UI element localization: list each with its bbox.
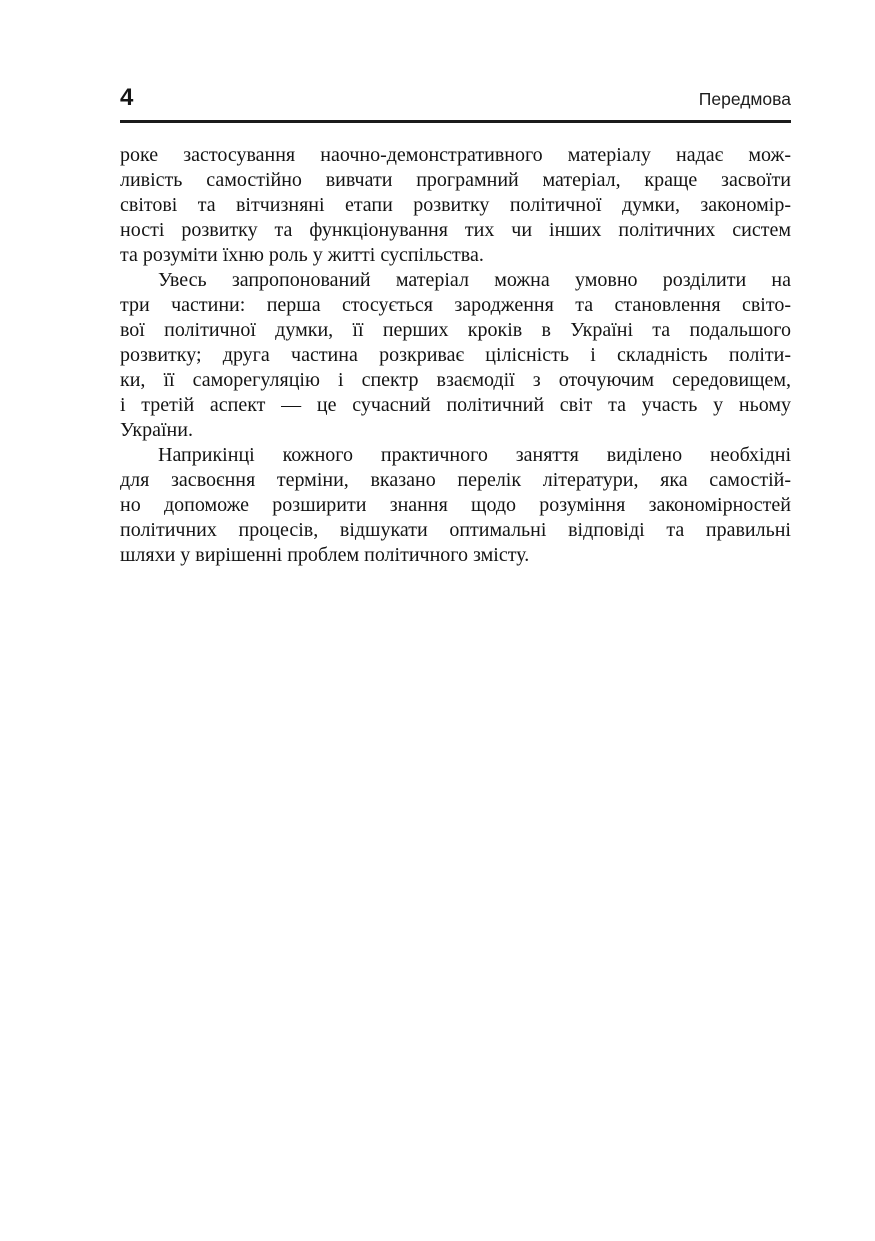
text-line-p3-l2: для засвоєння терміни, вказано перелік літератури, яка самостій- <box>120 469 791 491</box>
running-header <box>120 82 791 114</box>
text-line-p1-l5: та розуміти їхню роль у житті суспільства. <box>120 244 484 266</box>
text-line-p1-l2: ливість самостійно вивчати програмний матеріал, краще засвоїти <box>120 169 791 191</box>
text-line-p3-l3: но допоможе розширити знання щодо розуміння закономірностей <box>120 494 791 516</box>
text-line-p2-l5: ки, її саморегуляцію і спектр взаємодії з оточуючим середовищем, <box>120 369 791 391</box>
running-title: Передмова <box>698 89 791 109</box>
text-line-p2-l2: три частини: перша стосується зародження та становлення світо- <box>120 294 791 316</box>
text-line-p2-l7: України. <box>120 419 193 441</box>
text-line-p1-l1: роке застосування наочно-демонстративного матеріалу надає мож- <box>120 144 791 166</box>
text-line-p2-l1: Увесь запропонований матеріал можна умовно розділити на <box>158 269 791 291</box>
page-body <box>120 143 791 568</box>
text-line-p3-l4: політичних процесів, відшукати оптимальні відповіді та правильні <box>120 519 791 541</box>
text-line-p3-l1: Наприкінці кожного практичного заняття виділено необхідні <box>158 444 791 466</box>
text-line-p2-l3: вої політичної думки, її перших кроків в Україні та подальшого <box>120 319 791 341</box>
text-line-p1-l4: ності розвитку та функціонування тих чи інших політичних систем <box>120 219 791 241</box>
text-line-p1-l3: світові та вітчизняні етапи розвитку політичної думки, закономір- <box>120 194 791 216</box>
text-line-p2-l6: і третій аспект — це сучасний політичний світ та участь у ньому <box>120 394 791 416</box>
page-number: 4 <box>120 84 134 111</box>
text-line-p2-l4: розвитку; друга частина розкриває цілісність і складність політи- <box>120 344 791 366</box>
header-rule <box>120 120 791 123</box>
text-line-p3-l5: шляхи у вирішенні проблем політичного змісту. <box>120 544 530 566</box>
